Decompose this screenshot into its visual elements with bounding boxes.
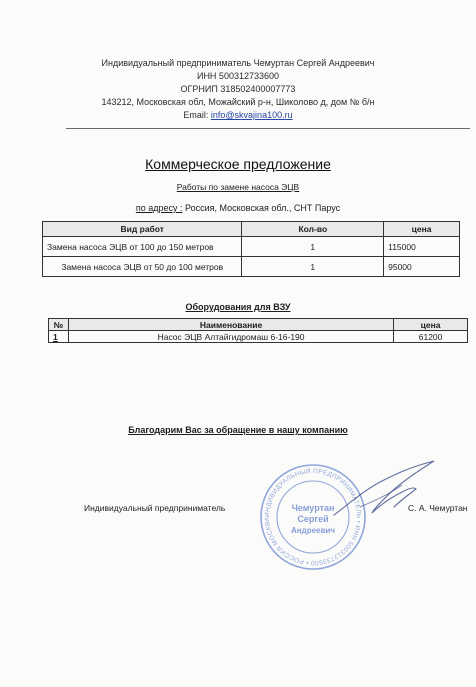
equipment-col-price: цена (394, 319, 468, 331)
stamp-name-line3: Андреевич (291, 526, 335, 535)
works-col-qty: Кол-во (242, 222, 384, 237)
equipment-price: 61200 (394, 331, 468, 343)
work-price: 95000 (384, 257, 460, 277)
signatory-name: С. А. Чемуртан (408, 503, 468, 513)
email-link[interactable]: info@skvajina100.ru (210, 110, 293, 120)
works-col-price: цена (384, 222, 460, 237)
handwritten-signature (330, 455, 440, 525)
header-email-line (0, 109, 476, 121)
table-row (43, 237, 460, 257)
document-subtitle: Работы по замене насоса ЭЦВ (176, 182, 300, 192)
address-label: по адресу : (135, 203, 183, 213)
works-table-header (43, 222, 460, 237)
thanks-message: Благодарим Вас за обращение в нашу компанию (128, 425, 348, 435)
equipment-col-num: № (49, 319, 69, 331)
works-col-type: Вид работ (43, 222, 242, 237)
equipment-col-name: Наименование (68, 319, 393, 331)
stamp-ring-text: ИНДИВИДУАЛЬНЫЙ ПРЕДПРИНИМАТЕЛЬ • ИНН 500312733600 • РОССИЯ МОСКВА (263, 467, 363, 567)
signatory-title: Индивидуальный предприниматель (84, 503, 226, 513)
equipment-name: Насос ЭЦВ Алтайгидромаш 6-16-190 (68, 331, 393, 343)
address-value: Россия, Московская обл., СНТ Парус (182, 203, 341, 213)
document-title: Коммерческое предложение (145, 156, 331, 172)
stamp-name-line2: Сергей (297, 514, 329, 524)
header-ogrnip: ОГРНИП 318502400007773 (180, 84, 296, 94)
table-row (43, 257, 460, 277)
header-inn: ИНН 500312733600 (196, 71, 280, 81)
work-name: Замена насоса ЭЦВ от 50 до 100 метров (43, 257, 242, 277)
stamp-name-line1: Чемуртан (291, 503, 335, 513)
work-qty: 1 (242, 237, 384, 257)
header-entrepreneur: Индивидуальный предприниматель Чемуртан Сергей Андреевич (101, 58, 375, 68)
work-qty: 1 (242, 257, 384, 277)
equipment-num: 1 (49, 331, 69, 343)
equipment-title: Оборудования для ВЗУ (185, 302, 291, 312)
work-name: Замена насоса ЭЦВ от 100 до 150 метров (43, 237, 242, 257)
works-table (42, 221, 460, 277)
header-divider (66, 128, 470, 129)
address-line (0, 203, 476, 213)
table-row (49, 331, 468, 343)
equipment-table-header (49, 319, 468, 331)
equipment-table (48, 318, 468, 343)
header-address: 143212, Московская обл, Можайский р-н, Шиколово д, дом № б/н (101, 97, 375, 107)
work-price: 115000 (384, 237, 460, 257)
email-label: Email: (183, 110, 211, 120)
